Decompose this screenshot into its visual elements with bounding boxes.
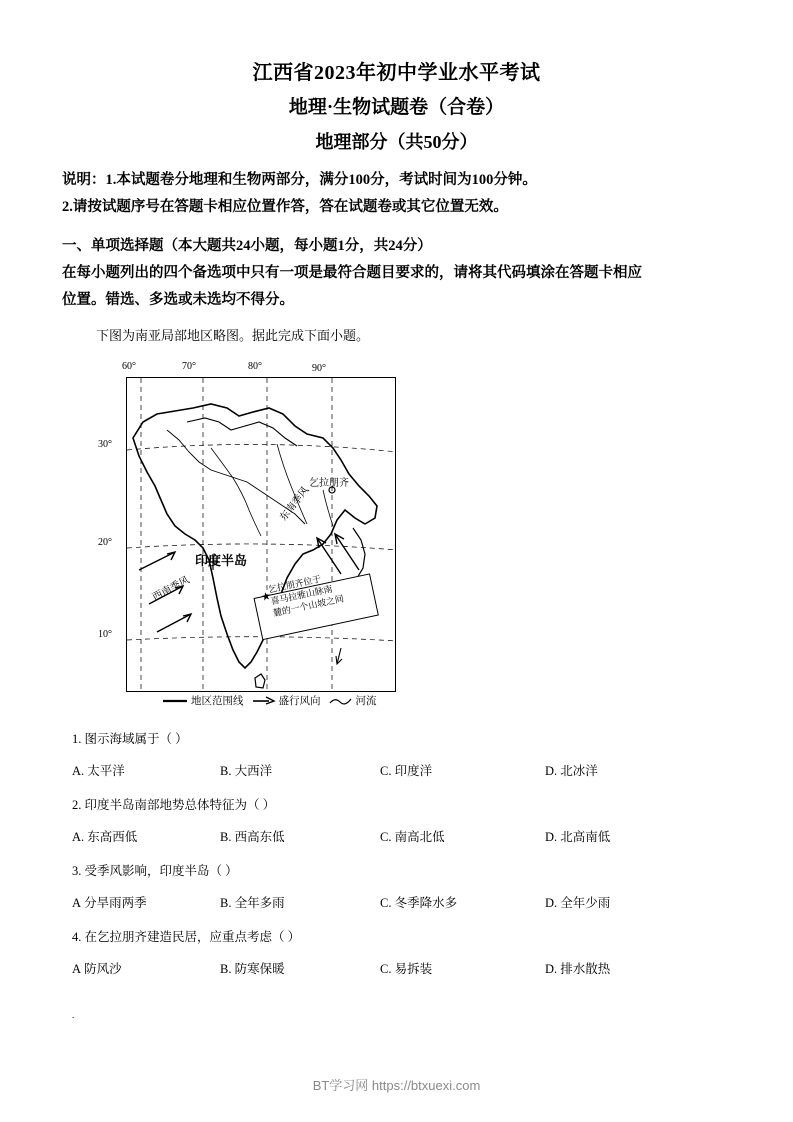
legend-label-river: 河流 <box>355 696 377 707</box>
subject-title: 地理·生物试题卷（合卷） <box>288 97 505 118</box>
option-1-c[interactable] <box>380 761 545 779</box>
option-4-d[interactable] <box>545 959 685 977</box>
map-figure <box>62 353 731 713</box>
legend-item-wind <box>252 693 321 708</box>
map-legend <box>162 693 377 708</box>
title-block <box>62 0 731 157</box>
footer-watermark: BT学习网 https://btxuexi.com <box>312 1078 481 1093</box>
option-1-b[interactable] <box>220 761 380 779</box>
section-instruction-2: 位置。错选、多选或未选均不得分。 <box>62 292 294 308</box>
legend-item-river <box>329 693 377 708</box>
map-label-india-peninsula: 印度半岛 <box>195 553 248 568</box>
option-2-c-text: 南高北低 <box>394 830 445 844</box>
option-4-d-key: D. <box>545 962 558 976</box>
question-1-options <box>62 761 731 779</box>
lon-label-60: 60° <box>122 361 136 372</box>
option-3-c[interactable] <box>380 893 545 911</box>
legend-label-wind: 盛行风向 <box>278 696 321 707</box>
question-2-options <box>62 827 731 845</box>
map-label-southeast-monsoon: 东南季风 <box>278 484 312 524</box>
option-4-a-text: 防风沙 <box>84 962 122 976</box>
lon-label-80: 80° <box>248 361 262 372</box>
option-2-b-key: B. <box>220 830 232 844</box>
option-3-c-key: C. <box>380 896 392 910</box>
option-4-b[interactable] <box>220 959 380 977</box>
page-title: 江西省2023年初中学业水平考试 <box>252 62 541 84</box>
option-2-b-text: 西高东低 <box>234 830 285 844</box>
legend-item-boundary <box>162 693 244 708</box>
option-4-a-key: A <box>72 962 82 976</box>
option-4-b-text: 防寒保暖 <box>234 962 285 976</box>
option-2-d-text: 北高南低 <box>560 830 611 844</box>
question-3-options <box>62 893 731 911</box>
exam-notes <box>62 167 731 221</box>
note-line-2: 2.请按试题序号在答题卡相应位置作答，答在试题卷或其它位置无效。 <box>62 199 508 215</box>
question-4 <box>62 927 731 947</box>
option-3-a[interactable] <box>72 893 220 911</box>
option-2-d[interactable] <box>545 827 685 845</box>
option-1-b-text: 大西洋 <box>234 764 273 778</box>
option-4-c-text: 易拆装 <box>394 962 433 976</box>
option-3-d-key: D. <box>545 896 558 910</box>
option-2-a-text: 东高西低 <box>87 830 138 844</box>
map-callout-text: 乞拉朋齐位于 喜马拉雅山脉南 麓的一个山坡之间 <box>267 573 345 619</box>
option-2-b[interactable] <box>220 827 380 845</box>
option-4-c[interactable] <box>380 959 545 977</box>
option-4-b-key: B. <box>220 962 232 976</box>
option-4-a[interactable] <box>72 959 220 977</box>
wave-icon <box>329 696 353 706</box>
map-svg <box>127 378 396 692</box>
lat-label-30: 30° <box>98 439 112 450</box>
line-icon <box>162 697 188 705</box>
option-4-d-text: 排水散热 <box>560 962 611 976</box>
option-1-d-text: 北冰洋 <box>560 764 598 778</box>
question-4-text: 在乞拉朋齐建造民居，应重点考虑（ ） <box>84 930 301 944</box>
option-3-b-text: 全年多雨 <box>234 896 285 910</box>
question-2 <box>62 795 731 815</box>
lat-label-10: 10° <box>98 629 112 640</box>
map-label-cherrapunji: 乞拉朋齐 <box>309 478 349 489</box>
question-1-text: 图示海域属于（ ） <box>84 732 188 746</box>
option-3-b[interactable] <box>220 893 380 911</box>
section-instruction-1: 在每小题列出的四个备选项中只有一项是最符合题目要求的，请将其代码填涂在答题卡相应 <box>62 265 642 281</box>
question-3-text: 受季风影响，印度半岛（ ） <box>84 864 238 878</box>
note-line-1: 说明：1.本试题卷分地理和生物两部分，满分100分，考试时间为100分钟。 <box>62 172 537 188</box>
question-3-number: 3. <box>72 864 82 878</box>
question-2-text: 印度半岛南部地势总体特征为（ ） <box>84 798 276 812</box>
option-2-d-key: D. <box>545 830 558 844</box>
lon-label-90: 90° <box>312 363 326 374</box>
option-1-c-key: C. <box>380 764 392 778</box>
map-frame <box>126 377 396 692</box>
option-1-c-text: 印度洋 <box>394 764 433 778</box>
question-1 <box>62 729 731 749</box>
part-title: 地理部分（共50分） <box>315 132 478 152</box>
stray-mark: . <box>72 1010 75 1020</box>
option-2-a-key: A. <box>72 830 85 844</box>
lat-label-20: 20° <box>98 537 112 548</box>
option-3-b-key: B. <box>220 896 232 910</box>
option-1-d-key: D. <box>545 764 558 778</box>
arrow-icon <box>252 696 276 705</box>
option-1-a-key: A. <box>72 764 85 778</box>
option-1-a[interactable] <box>72 761 220 779</box>
option-2-c-key: C. <box>380 830 392 844</box>
question-3 <box>62 861 731 881</box>
question-2-number: 2. <box>72 798 82 812</box>
lon-label-70: 70° <box>182 361 196 372</box>
question-4-options <box>62 959 731 977</box>
star-icon: ★ <box>259 590 273 604</box>
option-3-a-text: 分旱雨两季 <box>84 896 147 910</box>
option-1-b-key: B. <box>220 764 232 778</box>
legend-label-boundary: 地区范围线 <box>191 696 244 707</box>
option-3-d[interactable] <box>545 893 685 911</box>
section-heading: 一、单项选择题（本大题共24小题，每小题1分，共24分） <box>62 238 432 254</box>
option-3-c-text: 冬季降水多 <box>394 896 458 910</box>
map-label-southwest-monsoon: 西南季风 <box>150 574 192 604</box>
option-1-d[interactable] <box>545 761 685 779</box>
question-1-number: 1. <box>72 732 82 746</box>
option-3-d-text: 全年少雨 <box>560 896 611 910</box>
option-3-a-key: A <box>72 896 82 910</box>
question-4-number: 4. <box>72 930 82 944</box>
option-2-a[interactable] <box>72 827 220 845</box>
question-stem-intro: 下图为南亚局部地区略图。据此完成下面小题。 <box>96 328 370 343</box>
option-2-c[interactable] <box>380 827 545 845</box>
option-1-a-text: 太平洋 <box>87 764 125 778</box>
option-4-c-key: C. <box>380 962 392 976</box>
